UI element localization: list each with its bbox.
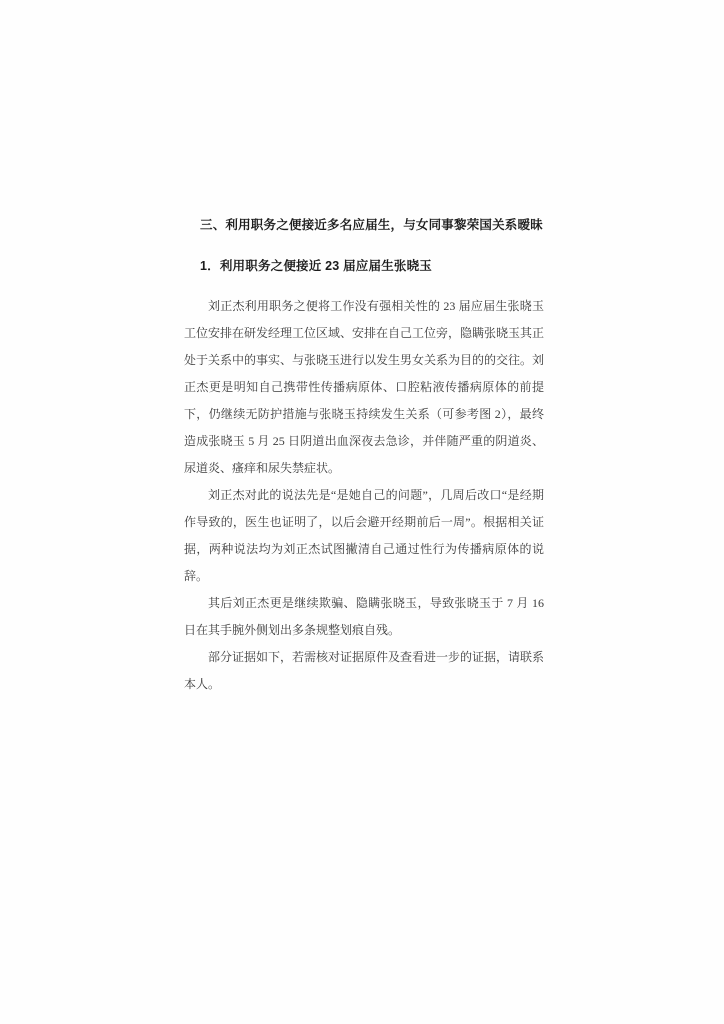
document-content (184, 212, 544, 698)
paragraph-3: 其后刘正杰更是继续欺骗、隐瞒张晓玉，导致张晓玉于 7 月 16日在其手腕外侧划出多条规整划痕自残。 (184, 596, 544, 637)
paragraph-4: 部分证据如下，若需核对证据原件及查看进一步的证据，请联系本人。 (184, 650, 545, 691)
paragraph-2: 刘正杰对此的说法先是“是她自己的问题”，几周后改口“是经期作导致的，医生也证明了，以后会避开经期前后一周”。根据相关证据，两种说法均为刘正杰试图撇清自己通过性行为传播病原体的说辞。 (184, 488, 544, 583)
subsection-heading: 1．利用职务之便接近 23 届应届生张晓玉 (200, 259, 433, 273)
paragraph-1: 刘正杰利用职务之便将工作没有强相关性的 23 届应届生张晓玉工位安排在研发经理工位区域、安排在自己工位旁，隐瞒张晓玉其正处于关系中的事实、与张晓玉进行以发生男女关系为目的的交往。刘正杰更是明知自己携带性传播病原体、口腔粘液传播病原体的前提下，仍继续无防护措施与张晓玉持续发生关系（可参考图 2），最终造成张晓玉 5 月 25 日阴道出血深夜去急诊，并伴随严重的阴道炎、尿道炎、瘙痒和尿失禁症状。 (184, 299, 545, 475)
section-heading: 三、利用职务之便接近多名应届生，与女同事黎荣国关系暧昧 (200, 218, 543, 232)
